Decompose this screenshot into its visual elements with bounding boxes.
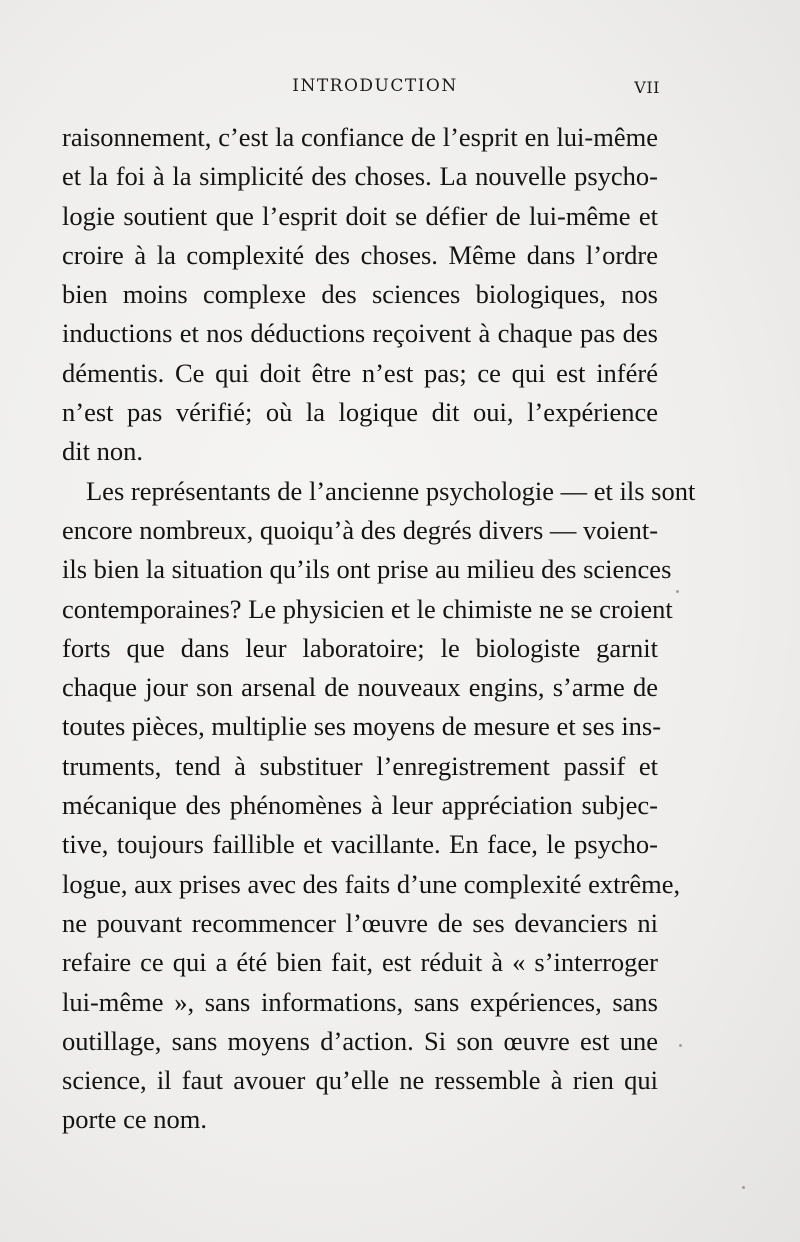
paragraph-1 (62, 118, 658, 472)
paper-speck (676, 590, 679, 593)
text-line: et la foi à la simplicité des choses. La nouvelle psycho- (62, 161, 658, 192)
text-line: raisonnement, c’est la confiance de l’esprit en lui-même (62, 122, 658, 152)
text-line: lui-même », sans informations, sans expériences, sans (62, 986, 658, 1017)
text-line: Les représentants de l’ancienne psychologie — et ils sont (86, 475, 696, 506)
text-line: ne pouvant recommencer l’œuvre de ses devanciers ni (62, 907, 658, 938)
page-number: VII (634, 78, 660, 97)
text-line: refaire ce qui a été bien fait, est réduit à « s’interroger (62, 947, 658, 978)
text-line: toutes pièces, multiplie ses moyens de mesure et ses ins- (62, 711, 662, 742)
text-line: logie soutient que l’esprit doit se défier de lui-même et (62, 200, 658, 231)
text-line: porte ce nom. (62, 1104, 207, 1135)
text-line: n’est pas vérifié; où la logique dit oui, l’expérience (62, 397, 658, 428)
text-line: ils bien la situation qu’ils ont prise au milieu des sciences (62, 554, 672, 585)
text-line: bien moins complexe des sciences biologiques, nos (62, 279, 658, 310)
text-line: démentis. Ce qui doit être n’est pas; ce qui est inféré (62, 357, 658, 388)
text-line: contemporaines? Le physicien et le chimiste ne se croient (62, 593, 673, 624)
text-line: tive, toujours faillible et vacillante. En face, le psycho- (62, 829, 658, 860)
text-line: encore nombreux, quoiqu’à des degrés divers — voient- (62, 514, 659, 545)
body-text (62, 118, 696, 1140)
text-line: outillage, sans moyens d’action. Si son œuvre est une (62, 1025, 658, 1056)
text-line: inductions et nos déductions reçoivent à chaque pas des (62, 318, 658, 349)
text-line: croire à la complexité des choses. Même dans l’ordre (62, 239, 658, 270)
text-line: mécanique des phénomènes à leur appréciation subjec- (62, 790, 658, 821)
text-line: truments, tend à substituer l’enregistrement passif et (62, 750, 658, 781)
paper-speck (742, 1186, 745, 1189)
text-line: forts que dans leur laboratoire; le biologiste garnit (62, 632, 658, 663)
running-title: INTRODUCTION (292, 76, 458, 96)
text-line: logue, aux prises avec des faits d’une complexité extrême, (62, 868, 681, 899)
text-line: science, il faut avouer qu’elle ne ressemble à rien qui (62, 1065, 658, 1096)
text-line: chaque jour son arsenal de nouveaux engins, s’arme de (62, 672, 658, 703)
text-line: dit non. (62, 436, 143, 467)
paper-speck (679, 1044, 682, 1047)
page-header (60, 76, 660, 102)
paragraph-2 (62, 472, 696, 1140)
